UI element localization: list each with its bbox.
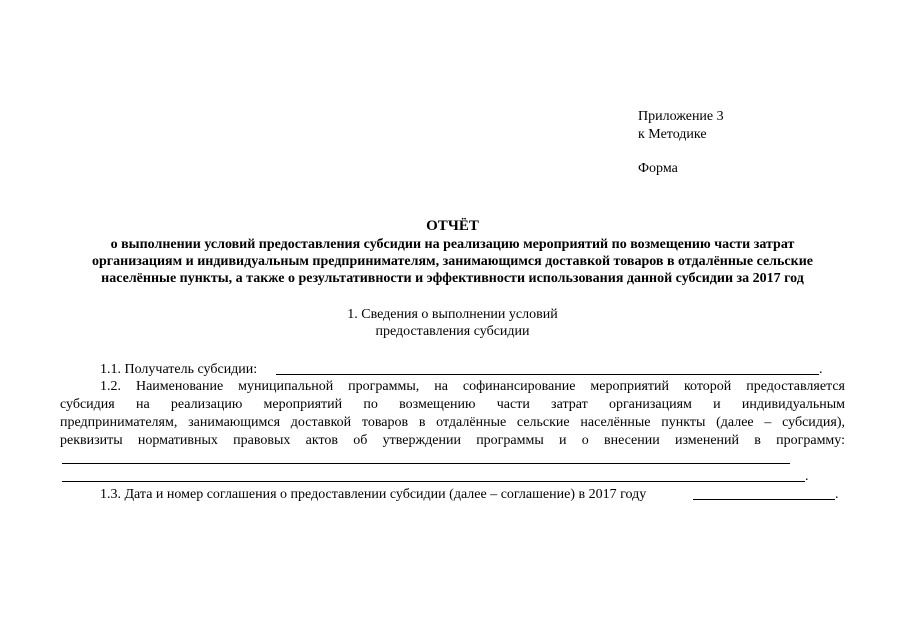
item-1-3-end: . (835, 487, 839, 502)
report-subtitle-line2: организациям и индивидуальным предпринимателям, занимающимся доставкой товаров в отдалённые сельские (92, 254, 813, 269)
item-1-2-line4: реквизиты нормативных правовых актов об утверждении программы и о внесении изменений в программу: (60, 433, 845, 448)
item-1-3-label: 1.3. Дата и номер соглашения о предоставлении субсидии (далее – соглашение) в 2017 году (100, 487, 647, 502)
annex-methodology: к Методике (638, 127, 707, 142)
recipient-fill-line (276, 374, 819, 375)
item-1-1-label: 1.1. Получатель субсидии: (100, 362, 258, 377)
form-label: Форма (638, 161, 678, 176)
item-1-2-end: . (805, 469, 809, 484)
item-1-1-end: . (819, 362, 823, 377)
agreement-fill-line (693, 499, 835, 500)
report-title: ОТЧЁТ (426, 218, 479, 234)
report-subtitle-line1: о выполнении условий предоставления субсидии на реализацию мероприятий по возмещению части затрат (110, 237, 795, 252)
report-subtitle-line3: населённые пункты, а также о результативности и эффективности использования данной субсидии за 2017 год (101, 271, 804, 286)
section-heading-line2: предоставления субсидии (375, 324, 530, 339)
item-1-2-line2: субсидия на реализацию мероприятий по возмещению части затрат организациям и индивидуальным (60, 397, 845, 412)
program-fill-line-2 (62, 481, 805, 482)
section-heading-line1: 1. Сведения о выполнении условий (347, 307, 558, 322)
item-1-2-line3: предпринимателям, занимающимся доставкой товаров в отдалённые сельские населённые пункты (далее – субсидия), (60, 415, 845, 430)
item-1-2-line1: 1.2. Наименование муниципальной программы, на софинансирование мероприятий которой предоставляется (100, 379, 845, 394)
annex-label: Приложение 3 (638, 109, 724, 124)
program-fill-line-1 (62, 463, 790, 464)
